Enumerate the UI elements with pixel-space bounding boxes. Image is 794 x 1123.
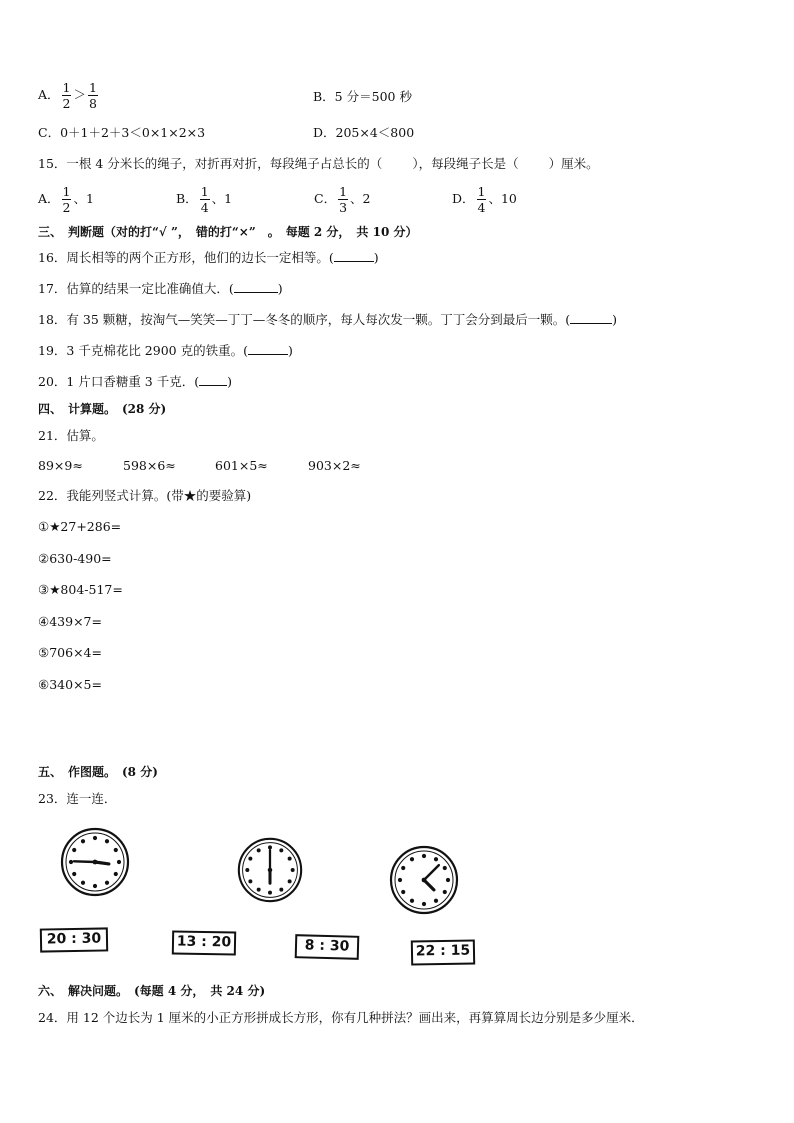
time-box[interactable]: 8 : 30 — [295, 934, 360, 960]
hour-mark — [443, 866, 447, 870]
hour-mark — [291, 868, 295, 872]
hour-mark — [248, 879, 252, 883]
hour-mark — [114, 872, 118, 876]
q15-stem: 15．一根 4 分米长的绳子，对折再对折，每段绳子占总长的（ ），每段绳子长是（ ）厘米。 — [38, 156, 599, 171]
q22-item: ⑤706×4= — [38, 645, 102, 660]
answer-blank[interactable] — [234, 281, 278, 293]
q15-option-d: D． $\frac{1}{4}$ 、10 — [452, 184, 517, 215]
hour-mark — [434, 899, 438, 903]
hour-mark — [81, 839, 85, 843]
hour-mark — [72, 872, 76, 876]
hour-mark — [422, 854, 426, 858]
judge-item-20: 20．1 片口香糖重 3 千克．( ) — [38, 374, 232, 389]
hour-mark — [443, 890, 447, 894]
hour-mark — [410, 857, 414, 861]
hour-mark — [268, 891, 272, 895]
fraction: $\frac{1}{4}$ — [200, 184, 209, 215]
clock-center — [422, 878, 427, 883]
hour-mark — [268, 845, 272, 849]
hour-mark — [401, 866, 405, 870]
clock-face-2 — [236, 836, 304, 904]
q15-option-b: B． $\frac{1}{4}$ 、1 — [176, 184, 233, 215]
judge-item-17: 17．估算的结果一定比准确值大．( ) — [38, 281, 283, 296]
hour-mark — [93, 836, 97, 840]
hour-mark — [401, 890, 405, 894]
q14-option-b: B．5 分＝500 秒 — [313, 89, 412, 104]
hour-mark — [446, 878, 450, 882]
clock-center — [268, 868, 273, 873]
clock-face-1 — [59, 826, 131, 898]
time-box[interactable]: 22 : 15 — [411, 939, 475, 965]
hour-mark — [257, 848, 261, 852]
q22-item: ⑥340×5= — [38, 677, 102, 692]
hour-mark — [288, 879, 292, 883]
hour-mark — [398, 878, 402, 882]
hour-mark — [117, 860, 121, 864]
q14-option-d: D．205×4＜800 — [313, 125, 415, 140]
section-4-heading: 四、 计算题。 (28 分) — [38, 402, 167, 416]
q21-item: 903×2≈ — [308, 458, 361, 473]
hour-mark — [257, 888, 261, 892]
hour-mark — [105, 881, 109, 885]
q21-item: 598×6≈ — [123, 458, 176, 473]
fraction: $\frac{1}{4}$ — [477, 184, 486, 215]
fraction: $\frac{1}{2}$ — [62, 184, 71, 215]
hour-mark — [248, 857, 252, 861]
q21-title: 21．估算。 — [38, 428, 104, 443]
judge-item-16: 16．周长相等的两个正方形，他们的边长一定相等。( ) — [38, 250, 379, 265]
time-box[interactable]: 13 : 20 — [172, 930, 236, 955]
q21-item: 601×5≈ — [215, 458, 268, 473]
q22-item: ①★27+286= — [38, 519, 122, 534]
q14-a-label: A． — [38, 87, 60, 102]
section-6-heading: 六、 解决问题。 (每题 4 分， 共 24 分) — [38, 984, 266, 998]
q15-option-c: C． $\frac{1}{3}$ 、2 — [314, 184, 371, 215]
hour-mark — [410, 899, 414, 903]
hour-mark — [279, 888, 283, 892]
clock-face-3 — [388, 844, 460, 916]
answer-blank[interactable] — [570, 312, 612, 324]
judge-item-19: 19．3 千克棉花比 2900 克的铁重。( ) — [38, 343, 293, 358]
answer-blank[interactable] — [334, 250, 374, 262]
q14-option-c: C．0＋1＋2＋3＜0×1×2×3 — [38, 125, 206, 140]
hour-mark — [69, 860, 73, 864]
answer-blank[interactable] — [199, 374, 227, 386]
q15-option-a: A． $\frac{1}{2}$ 、1 — [38, 184, 94, 215]
hour-mark — [114, 848, 118, 852]
hour-mark — [288, 857, 292, 861]
hour-mark — [434, 857, 438, 861]
time-box[interactable]: 20 : 30 — [40, 927, 108, 952]
q14-option-a — [38, 80, 100, 111]
hour-mark — [422, 902, 426, 906]
hour-mark — [93, 884, 97, 888]
hour-mark — [279, 848, 283, 852]
q22-item: ②630-490= — [38, 551, 112, 566]
q22-title: 22．我能列竖式计算。(带★的要验算) — [38, 488, 252, 503]
minute-hand — [74, 861, 95, 862]
q23-title: 23．连一连． — [38, 791, 117, 806]
q21-item: 89×9≈ — [38, 458, 83, 473]
q14-a-operator: ＞ — [73, 87, 86, 102]
answer-blank[interactable] — [248, 343, 288, 355]
q22-item: ③★804-517= — [38, 582, 123, 597]
fraction: $\frac{1}{8}$ — [89, 80, 97, 111]
judge-item-18: 18．有 35 颗糖，按淘气—笑笑—丁丁—冬冬的顺序，每人每次发一颗。丁丁会分到最后一颗。( ) — [38, 312, 618, 327]
clock-center — [93, 860, 98, 865]
hour-mark — [245, 868, 249, 872]
hour-mark — [105, 839, 109, 843]
fraction: $\frac{1}{3}$ — [339, 184, 348, 215]
q24-text: 24．用 12 个边长为 1 厘米的小正方形拼成长方形，你有几种拼法？画出来，再算算周长边分别是多少厘米． — [38, 1010, 644, 1025]
section-3-heading: 三、 判断题（对的打“√ ”， 错的打“×” 。 每题 2 分， 共 10 分） — [38, 225, 418, 239]
q22-item: ④439×7= — [38, 614, 102, 629]
hour-mark — [72, 848, 76, 852]
fraction: $\frac{1}{2}$ — [62, 80, 71, 111]
section-5-heading: 五、 作图题。 (8 分) — [38, 765, 158, 779]
hour-mark — [81, 881, 85, 885]
